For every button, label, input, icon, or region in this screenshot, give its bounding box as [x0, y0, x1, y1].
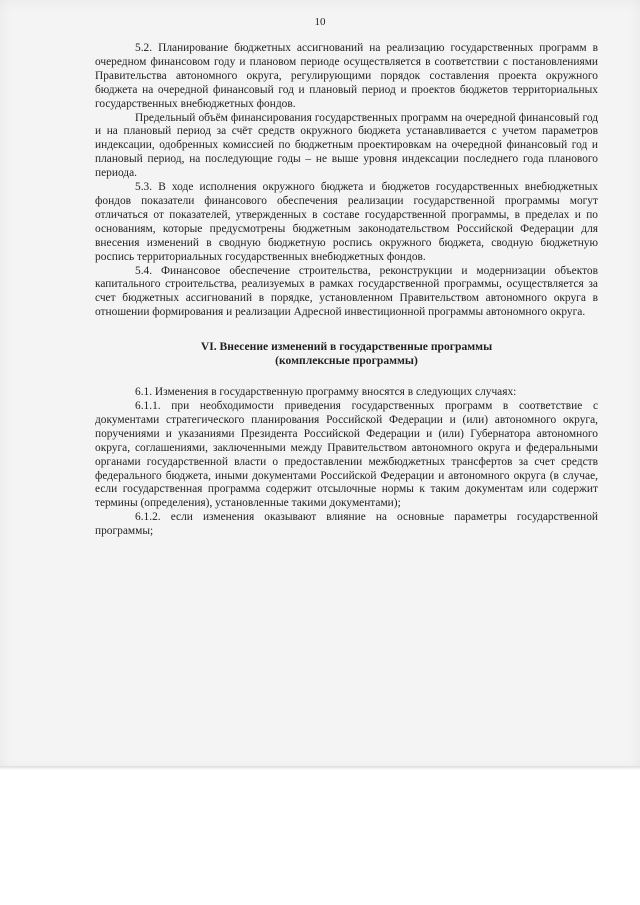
paragraph-5-2: 5.2. Планирование бюджетных ассигнований на реализацию государственных программ в очередном финансовом году и плановом периоде осуществляется в соответствии с постановлениями Правительства автономного округа, регулирующими порядок составления проекта окружного бюджета на очередной финансовый год и плановый период и проектов бюджетов территориальных государственных внебюджетных фондов. [95, 42, 598, 110]
paragraph-5-2-limit: Предельный объём финансирования государственных программ на очередной финансовый год и на плановый период за счёт средств окружного бюджета устанавливается с учетом параметров индексации, одобренных комиссией по бюджетным проектировкам на очередной финансовый год и плановый период, на последующие годы – не выше уровня индексации последнего года планового периода. [95, 111, 598, 180]
paragraph-5-3: 5.3. В ходе исполнения окружного бюджета и бюджетов государственных внебюджетных фондов показатели финансового обеспечения реализации государственной программы могут отличаться от показателей, утвержденных в составе государственной программы, в пределах и по основаниям, которые предусмотрены бюджетным законодательством Российской Федерации для внесения изменений в сводную бюджетную роспись окружного бюджета, сводную бюджетную роспись территориальных государственных внебюджетных фондов. [95, 181, 598, 263]
section-heading-line-1: VI. Внесение изменений в государственные программы [200, 340, 493, 354]
document-body [95, 42, 598, 539]
page-bottom-edge [0, 766, 640, 770]
section-heading [95, 340, 598, 368]
paragraph-6-1: 6.1. Изменения в государственную программу вносятся в следующих случаях: [135, 386, 517, 399]
paragraph-5-4: 5.4. Финансовое обеспечение строительства, реконструкции и модернизации объектов капитального строительства, реализуемых в рамках государственной программы, осуществляется за счет бюджетных ассигнований в порядке, установленном Правительством автономного округа в отношении формирования и реализации Адресной инвестиционной программы автономного округа. [95, 264, 598, 319]
section-heading-line-2: (комплексные программы) [275, 354, 418, 368]
paragraph-6-1-2: 6.1.2. если изменения оказывают влияние на основные параметры государственной программы; [95, 511, 598, 538]
paragraph-6-1-1: 6.1.1. при необходимости приведения государственных программ в соответствие с документами стратегического планирования Российской Федерации и (или) автономного округа, поручениями и указаниями Президента Российской Федерации и (или) Губернатора автономного округа, соглашениями, заключенными между Правительством автономного округа и федеральными органами государственной власти о предоставлении межбюджетных трансфертов за счет средств федерального бюджета, иными документами Российской Федерации и автономного округа (в случае, если государственная программа содержит отсылочные нормы к таким документам или содержит термины (определения), установленные такими документами); [95, 400, 598, 510]
page-number: 10 [314, 16, 326, 28]
